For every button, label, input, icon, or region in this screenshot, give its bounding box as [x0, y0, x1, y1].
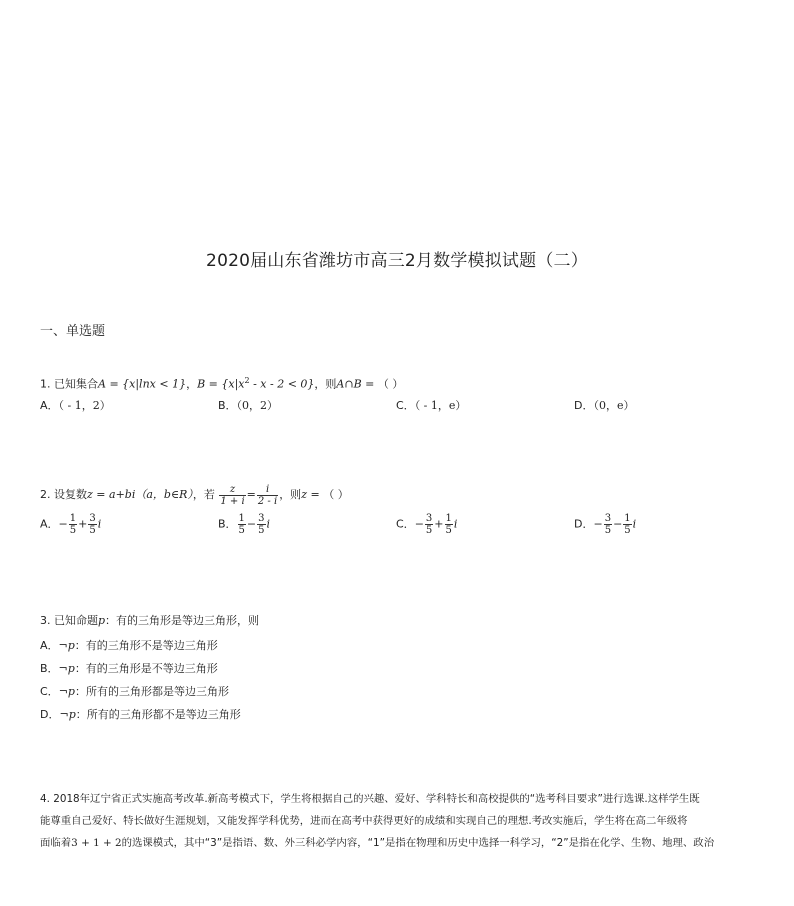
q2-rhs-den: 2 - i [257, 495, 278, 507]
option-sign: − [414, 517, 424, 531]
fraction-num: 3 [425, 513, 433, 524]
q4-line-3 [40, 832, 760, 854]
q3-p: p [98, 614, 106, 627]
option-label: C． [396, 517, 415, 531]
option-operator: − [613, 517, 623, 531]
question-1-stem [40, 374, 403, 392]
q1-set-b-b: - x - 2 < 0} [249, 377, 315, 391]
q4-line-3-b: 的选课模式，其中“3”是指语、数、外三科必学内容，“1”是指在物理和历史中选择一科学习，“2”是指在化学、生物、地理、政治 [121, 837, 715, 849]
option-text: ：所有的三角形都是等边三角形 [74, 685, 229, 698]
option-label: D． [40, 708, 60, 721]
imaginary-unit: i [632, 517, 637, 531]
option-fraction-1 [69, 513, 77, 536]
imaginary-unit: i [453, 517, 458, 531]
option-value: （0，2） [236, 399, 279, 412]
q2-lhs-num: z [219, 484, 245, 496]
q2-cond: （a，b∈R） [135, 488, 193, 501]
option-text: ：所有的三角形都不是等边三角形 [75, 708, 241, 721]
q3-option-d [40, 706, 241, 722]
fraction-den: 5 [258, 525, 265, 536]
q1-option-b [218, 397, 278, 413]
option-label: D． [574, 399, 594, 412]
option-fraction-1 [604, 513, 612, 536]
fraction-den: 5 [238, 525, 245, 536]
q1-set-b-sup: 2 [244, 376, 250, 385]
option-value: （0，e） [593, 399, 635, 412]
fraction-den: 5 [69, 525, 77, 536]
negation-p: ¬p [58, 639, 75, 652]
option-fraction-2 [257, 513, 265, 536]
page-title: 2020届山东省潍坊市高三2月数学模拟试题（二） [206, 251, 588, 271]
option-sign: − [593, 517, 603, 531]
q4-line-1: 4. 2018年辽宁省正式实施高考改革.新高考模式下，学生将根据自己的兴趣、爱好、学科特长和高校提供的“选考科目要求”进行选课.这样学生既 [40, 793, 700, 805]
q2-text-c: ，则 [279, 488, 302, 501]
option-operator: − [246, 517, 257, 531]
negation-p: ¬p [58, 662, 75, 675]
fraction-num: 1 [69, 513, 77, 524]
q2-text-b: ，若 [192, 488, 215, 501]
negation-p: ¬p [58, 685, 75, 698]
q4-line-2: 能尊重自己爱好、特长做好生涯规划，又能发挥学科优势，进而在高考中获得更好的成绩和实现自己的理想.考改实施后，学生将在高二年级将 [40, 815, 688, 827]
q2-lhs-den: 1 + i [220, 495, 245, 507]
q1-text-b: ，则 [314, 377, 337, 391]
option-operator: + [434, 517, 444, 531]
option-label: B． [218, 399, 237, 412]
option-sign: − [58, 517, 68, 531]
option-fraction-1 [238, 513, 246, 536]
fraction-num: 1 [624, 513, 631, 524]
option-text: ：有的三角形是不等边三角形 [74, 662, 218, 675]
fraction-num: 1 [445, 513, 452, 524]
fraction-den: 5 [425, 525, 433, 536]
q1-text-c: = （ ） [361, 377, 404, 391]
question-4-paragraph [40, 788, 760, 854]
fraction-den: 5 [624, 525, 631, 536]
q1-set-b-a: B = {x|x [197, 377, 245, 391]
option-label: D． [574, 517, 594, 531]
q2-rhs-fraction [257, 484, 278, 507]
q2-z: z [301, 488, 307, 501]
fraction-den: 5 [445, 525, 452, 536]
q3-text-b: ：有的三角形是等边三角形，则 [105, 614, 260, 627]
option-label: B． [218, 517, 237, 531]
q3-option-b [40, 660, 218, 676]
q4-math: 3 + 1 + 2 [71, 837, 122, 849]
option-text: ：有的三角形不是等边三角形 [74, 639, 218, 652]
q3-option-c [40, 683, 229, 699]
option-label: C． [396, 399, 415, 412]
q1-option-a [40, 397, 111, 413]
option-label: B． [40, 662, 59, 675]
option-operator: + [78, 517, 88, 531]
option-fraction-2 [88, 513, 96, 536]
q2-lhs-fraction [219, 484, 245, 507]
negation-p: ¬p [59, 708, 76, 721]
question-2-stem [40, 480, 349, 510]
option-label: A． [40, 639, 59, 652]
q4-line-3-a: 面临着 [40, 837, 72, 849]
option-value: （ - 1，2） [58, 399, 111, 412]
q2-option-a [40, 513, 101, 536]
option-label: A． [40, 517, 59, 531]
q1-sep: ， [186, 377, 198, 391]
q3-text-a: 3. 已知命题 [40, 614, 98, 627]
q3-option-a [40, 637, 218, 653]
q1-set-a: A = {x|lnx < 1} [98, 377, 187, 391]
option-fraction-2 [445, 513, 453, 536]
imaginary-unit: i [266, 517, 271, 531]
fraction-num: 3 [258, 513, 265, 524]
q2-z-def: z = a+bi [87, 488, 136, 501]
q1-text-a: 1. 已知集合 [40, 377, 98, 391]
fraction-num: 3 [604, 513, 612, 524]
question-3-stem [40, 614, 259, 628]
option-fraction-2 [623, 513, 631, 536]
option-label: C． [40, 685, 59, 698]
fraction-num: 3 [89, 513, 96, 524]
option-value: （ - 1，e） [414, 399, 467, 412]
q2-rhs-num: i [257, 484, 278, 496]
fraction-num: 1 [238, 513, 245, 524]
q1-option-c [396, 397, 466, 413]
option-label: A． [40, 399, 59, 412]
q2-option-b [218, 513, 270, 536]
fraction-den: 5 [604, 525, 612, 536]
fraction-den: 5 [89, 525, 96, 536]
q2-text-d: = （ ） [306, 488, 349, 501]
q2-option-d [574, 513, 636, 536]
q1-option-d [574, 397, 635, 413]
imaginary-unit: i [97, 517, 102, 531]
section-heading: 一、单选题 [40, 324, 106, 339]
option-fraction-1 [425, 513, 433, 536]
q1-expr: A∩B [336, 377, 362, 391]
q2-text-a: 2. 设复数 [40, 488, 87, 501]
q2-option-c [396, 513, 457, 536]
q2-eq: = [246, 488, 256, 501]
